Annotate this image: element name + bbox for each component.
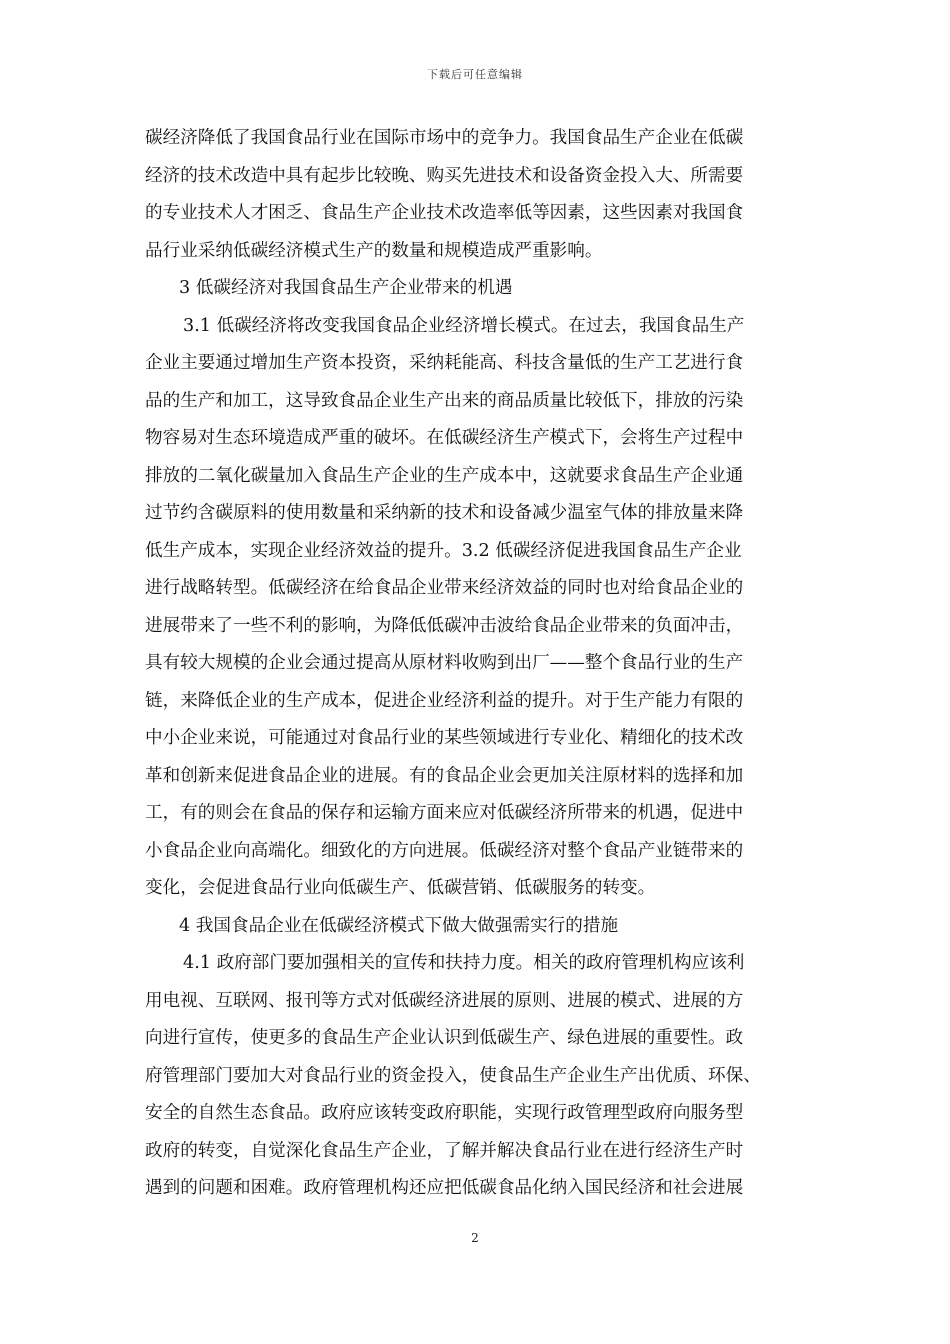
body-text-line: 中小企业来说，可能通过对食品行业的某些领域进行专业化、精细化的技术改	[145, 728, 744, 748]
body-text-line: 品的生产和加工，这导致食品企业生产出来的商品质量比较低下，排放的污染	[145, 390, 744, 411]
subsection-line: 3.1 低碳经济将改变我国食品企业经济增长模式。在过去，我国食品生产	[183, 315, 745, 336]
body-text-line: 排放的二氧化碳量加入食品生产企业的生产成本中，这就要求食品生产企业通	[145, 465, 744, 486]
body-text-line: 革和创新来促进食品企业的进展。有的食品企业会更加关注原材料的选择和加	[145, 765, 744, 786]
body-text-line: 企业主要通过增加生产资本投资，采纳耗能高、科技含量低的生产工艺进行食	[145, 353, 744, 373]
body-text-line: 过节约含碳原料的使用数量和采纳新的技术和设备减少温室气体的排放量来降	[145, 503, 744, 523]
page-header: 下载后可任意编辑	[427, 68, 523, 81]
body-text-line: 链，来降低企业的生产成本，促进企业经济利益的提升。对于生产能力有限的	[145, 690, 744, 711]
body-text-line: 安全的自然生态食品。政府应该转变政府职能，实现行政管理型政府向服务型	[145, 1103, 744, 1123]
body-text-line: 碳经济降低了我国食品行业在国际市场中的竞争力。我国食品生产企业在低碳	[145, 128, 744, 148]
body-text-line: 变化，会促进食品行业向低碳生产、低碳营销、低碳服务的转变。	[145, 878, 656, 898]
body-text-line: 遇到的问题和困难。政府管理机构还应把低碳食品化纳入国民经济和社会进展	[145, 1178, 744, 1198]
body-text-line: 府管理部门要加大对食品行业的资金投入，使食品生产企业生产出优质、环保、	[145, 1065, 761, 1086]
body-text-line: 进行战略转型。低碳经济在给食品企业带来经济效益的同时也对给食品企业的	[145, 578, 744, 598]
body-text-line: 低生产成本，实现企业经济效益的提升。3.2 低碳经济促进我国食品生产企业	[145, 540, 742, 561]
document-body	[145, 120, 810, 1208]
section-heading: 4 我国食品企业在低碳经济模式下做大做强需实行的措施	[179, 915, 619, 936]
body-text-line: 向进行宣传，使更多的食品生产企业认识到低碳生产、绿色进展的重要性。政	[145, 1028, 744, 1048]
body-text-line: 政府的转变，自觉深化食品生产企业，了解并解决食品行业在进行经济生产时	[145, 1140, 744, 1161]
subsection-line: 4.1 政府部门要加强相关的宣传和扶持力度。相关的政府管理机构应该利	[183, 953, 745, 973]
body-text-line: 用电视、互联网、报刊等方式对低碳经济进展的原则、进展的模式、进展的方	[145, 990, 744, 1011]
body-text-line: 物容易对生态环境造成严重的破坏。在低碳经济生产模式下，会将生产过程中	[145, 428, 744, 448]
body-text-line: 小食品企业向高端化。细致化的方向进展。低碳经济对整个食品产业链带来的	[145, 840, 744, 861]
body-text-line: 品行业采纳低碳经济模式生产的数量和规模造成严重影响。	[145, 240, 603, 261]
body-text-line: 进展带来了一些不利的影响，为降低低碳冲击波给食品企业带来的负面冲击，	[145, 615, 744, 636]
body-text-line: 具有较大规模的企业会通过提高从原材料收购到出厂——整个食品行业的生产	[145, 653, 744, 673]
section-heading: 3 低碳经济对我国食品生产企业带来的机遇	[179, 278, 513, 298]
body-text-line: 经济的技术改造中具有起步比较晚、购买先进技术和设备资金投入大、所需要	[145, 165, 744, 186]
page-number: 2	[471, 1231, 479, 1245]
body-text-line: 的专业技术人才困乏、食品生产企业技术改造率低等因素，这些因素对我国食	[145, 203, 744, 223]
body-text-line: 工，有的则会在食品的保存和运输方面来应对低碳经济所带来的机遇，促进中	[145, 803, 744, 823]
